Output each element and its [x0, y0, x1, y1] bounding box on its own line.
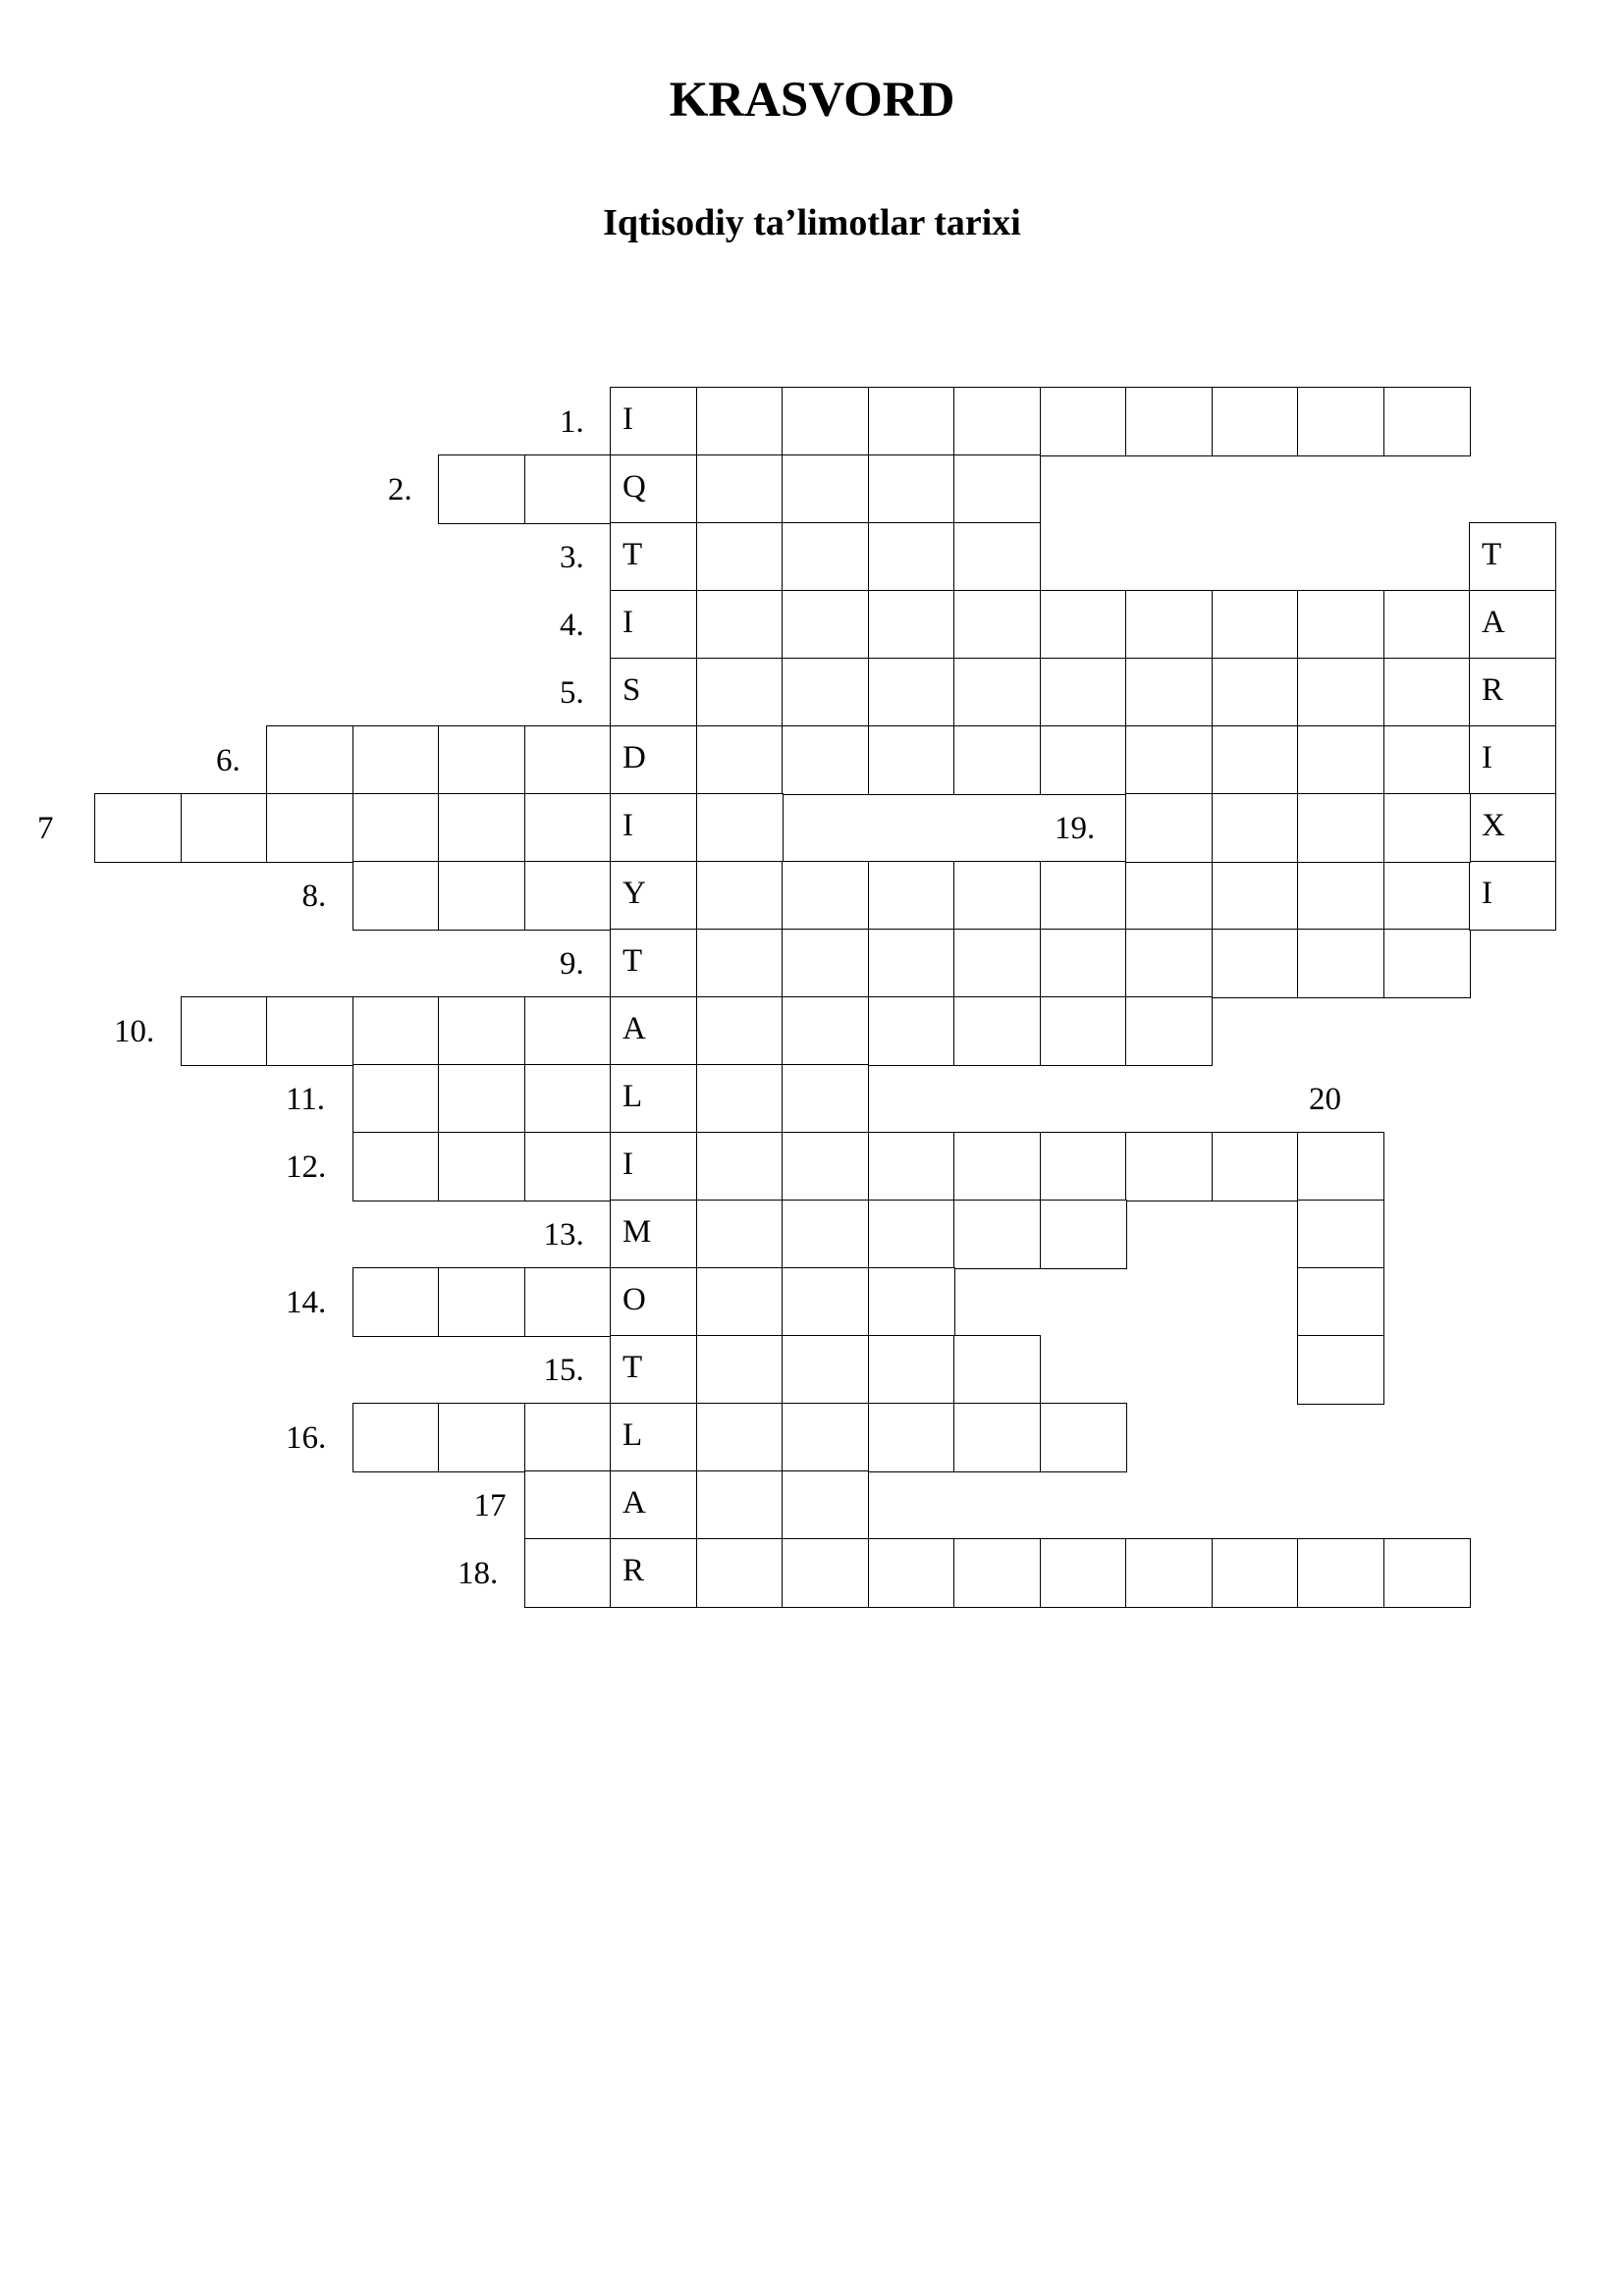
answer-cell[interactable]	[782, 929, 869, 998]
answer-cell[interactable]	[438, 1132, 525, 1201]
answer-cell[interactable]	[696, 658, 784, 727]
cell-letter: A	[1482, 605, 1505, 640]
answer-cell[interactable]	[1040, 1538, 1127, 1608]
answer-cell[interactable]	[868, 996, 955, 1066]
answer-cell[interactable]	[352, 1132, 440, 1201]
answer-cell[interactable]	[1297, 387, 1384, 456]
answer-cell[interactable]	[953, 861, 1041, 931]
answer-cell[interactable]	[1125, 929, 1213, 998]
clue-number-15: 15.	[543, 1353, 584, 1388]
answer-cell[interactable]	[438, 1403, 525, 1472]
answer-cell[interactable]	[1040, 725, 1127, 795]
tarixi-cell[interactable]	[1469, 522, 1556, 592]
clue-number-19: 19.	[1055, 811, 1096, 846]
tarixi-cell[interactable]	[1469, 725, 1556, 795]
cell-letter: M	[623, 1214, 652, 1250]
key-cell[interactable]	[610, 725, 697, 795]
answer-cell[interactable]	[953, 725, 1041, 795]
word-20-cell[interactable]	[1297, 1267, 1384, 1337]
answer-cell[interactable]	[1125, 658, 1213, 727]
word-20-cell[interactable]	[1297, 1132, 1384, 1201]
answer-cell[interactable]	[868, 454, 955, 524]
clue-number-3: 3.	[560, 540, 584, 575]
answer-cell[interactable]	[352, 861, 440, 931]
clue-number-18: 18.	[458, 1556, 499, 1591]
key-cell[interactable]	[610, 454, 697, 524]
answer-cell[interactable]	[1040, 1403, 1127, 1472]
word-20-cell[interactable]	[1297, 1200, 1384, 1269]
answer-cell[interactable]	[1040, 996, 1127, 1066]
key-cell[interactable]	[610, 929, 697, 998]
answer-cell[interactable]	[524, 996, 612, 1066]
answer-cell[interactable]	[1125, 590, 1213, 660]
word-19-cell[interactable]	[1212, 793, 1299, 863]
cell-letter: T	[623, 537, 643, 572]
word-19-cell[interactable]	[1297, 793, 1384, 863]
answer-cell[interactable]	[1297, 1538, 1384, 1608]
clue-number-17: 17	[473, 1488, 507, 1523]
answer-cell[interactable]	[1040, 590, 1127, 660]
answer-cell[interactable]	[953, 658, 1041, 727]
answer-cell[interactable]	[953, 996, 1041, 1066]
answer-cell[interactable]	[782, 658, 869, 727]
answer-cell[interactable]	[438, 793, 525, 863]
clue-number-2: 2.	[388, 472, 412, 507]
answer-cell[interactable]	[524, 793, 612, 863]
tarixi-cell[interactable]	[1469, 861, 1556, 931]
answer-cell[interactable]	[1383, 861, 1471, 931]
cell-letter: L	[623, 1417, 643, 1453]
answer-cell[interactable]	[181, 996, 268, 1066]
answer-cell[interactable]	[782, 1200, 869, 1269]
answer-cell[interactable]	[1383, 590, 1471, 660]
answer-cell[interactable]	[352, 1064, 440, 1134]
word-20-cell[interactable]	[1297, 1335, 1384, 1405]
cell-letter: A	[623, 1485, 646, 1521]
answer-cell[interactable]	[438, 996, 525, 1066]
answer-cell[interactable]	[1125, 996, 1213, 1066]
cell-letter: T	[1482, 537, 1502, 572]
answer-cell[interactable]	[868, 590, 955, 660]
answer-cell[interactable]	[953, 590, 1041, 660]
answer-cell[interactable]	[696, 1200, 784, 1269]
answer-cell[interactable]	[868, 1538, 955, 1608]
word-19-cell[interactable]	[1125, 793, 1213, 863]
cell-letter: T	[623, 943, 643, 979]
answer-cell[interactable]	[696, 1335, 784, 1405]
key-cell[interactable]	[610, 387, 697, 456]
answer-cell[interactable]	[782, 1335, 869, 1405]
answer-cell[interactable]	[524, 725, 612, 795]
answer-cell[interactable]	[1383, 658, 1471, 727]
answer-cell[interactable]	[524, 1538, 612, 1608]
answer-cell[interactable]	[524, 1132, 612, 1201]
answer-cell[interactable]	[438, 1267, 525, 1337]
answer-cell[interactable]	[1212, 387, 1299, 456]
answer-cell[interactable]	[953, 1200, 1041, 1269]
answer-cell[interactable]	[868, 1132, 955, 1201]
key-cell[interactable]	[610, 996, 697, 1066]
answer-cell[interactable]	[524, 1403, 612, 1472]
cell-letter: Y	[623, 876, 646, 911]
answer-cell[interactable]	[782, 725, 869, 795]
answer-cell[interactable]	[868, 658, 955, 727]
answer-cell[interactable]	[953, 1132, 1041, 1201]
answer-cell[interactable]	[94, 793, 182, 863]
key-cell[interactable]	[610, 1538, 697, 1608]
cell-letter: O	[623, 1282, 646, 1317]
answer-cell[interactable]	[266, 996, 353, 1066]
answer-cell[interactable]	[524, 861, 612, 931]
answer-cell[interactable]	[953, 1403, 1041, 1472]
tarixi-cell[interactable]	[1469, 793, 1556, 863]
clue-number-10: 10.	[114, 1014, 155, 1049]
answer-cell[interactable]	[1040, 1200, 1127, 1269]
answer-cell[interactable]	[1212, 929, 1299, 998]
answer-cell[interactable]	[868, 387, 955, 456]
answer-cell[interactable]	[782, 996, 869, 1066]
answer-cell[interactable]	[352, 996, 440, 1066]
key-cell[interactable]	[610, 861, 697, 931]
answer-cell[interactable]	[696, 522, 784, 592]
answer-cell[interactable]	[696, 1470, 784, 1540]
cell-letter: I	[1482, 740, 1492, 775]
clue-number-16: 16.	[286, 1420, 327, 1456]
cell-letter: Q	[623, 469, 646, 505]
answer-cell[interactable]	[352, 1403, 440, 1472]
answer-cell[interactable]	[1040, 1132, 1127, 1201]
answer-cell[interactable]	[868, 929, 955, 998]
answer-cell[interactable]	[782, 454, 869, 524]
answer-cell[interactable]	[1212, 658, 1299, 727]
answer-cell[interactable]	[782, 387, 869, 456]
answer-cell[interactable]	[1297, 861, 1384, 931]
answer-cell[interactable]	[1040, 387, 1127, 456]
answer-cell[interactable]	[1125, 725, 1213, 795]
answer-cell[interactable]	[696, 387, 784, 456]
answer-cell[interactable]	[524, 1470, 612, 1540]
key-cell[interactable]	[610, 1200, 697, 1269]
answer-cell[interactable]	[352, 725, 440, 795]
cell-letter: L	[623, 1079, 643, 1114]
answer-cell[interactable]	[1040, 861, 1127, 931]
cell-letter: D	[623, 740, 646, 775]
cell-letter: X	[1482, 808, 1505, 843]
answer-cell[interactable]	[696, 725, 784, 795]
answer-cell[interactable]	[438, 725, 525, 795]
answer-cell[interactable]	[696, 454, 784, 524]
answer-cell[interactable]	[953, 929, 1041, 998]
word-19-cell[interactable]	[1383, 793, 1471, 863]
answer-cell[interactable]	[1212, 725, 1299, 795]
crossword-title: KRASVORD	[669, 73, 955, 128]
cell-letter: T	[623, 1350, 643, 1385]
answer-cell[interactable]	[1383, 929, 1471, 998]
clue-number-13: 13.	[543, 1217, 584, 1253]
answer-cell[interactable]	[868, 1267, 955, 1337]
answer-cell[interactable]	[181, 793, 268, 863]
answer-cell[interactable]	[782, 1267, 869, 1337]
key-cell[interactable]	[610, 1132, 697, 1201]
key-cell[interactable]	[610, 1064, 697, 1134]
answer-cell[interactable]	[438, 1064, 525, 1134]
answer-cell[interactable]	[352, 1267, 440, 1337]
answer-cell[interactable]	[352, 793, 440, 863]
answer-cell[interactable]	[696, 1064, 784, 1134]
key-cell[interactable]	[610, 590, 697, 660]
answer-cell[interactable]	[524, 454, 612, 524]
answer-cell[interactable]	[1125, 1538, 1213, 1608]
answer-cell[interactable]	[953, 1538, 1041, 1608]
answer-cell[interactable]	[1297, 590, 1384, 660]
clue-number-4: 4.	[560, 608, 584, 643]
answer-cell[interactable]	[868, 725, 955, 795]
tarixi-cell[interactable]	[1469, 658, 1556, 727]
answer-cell[interactable]	[868, 1200, 955, 1269]
clue-number-8: 8.	[301, 879, 327, 914]
cell-letter: R	[623, 1553, 645, 1588]
cell-letter: I	[623, 401, 633, 437]
answer-cell[interactable]	[696, 1267, 784, 1337]
answer-cell[interactable]	[696, 590, 784, 660]
clue-number-20: 20	[1309, 1082, 1341, 1117]
cell-letter: A	[623, 1011, 646, 1046]
answer-cell[interactable]	[1125, 861, 1213, 931]
answer-cell[interactable]	[696, 793, 784, 863]
answer-cell[interactable]	[1297, 929, 1384, 998]
answer-cell[interactable]	[438, 454, 525, 524]
cell-letter: I	[623, 1147, 633, 1182]
tarixi-cell[interactable]	[1469, 590, 1556, 660]
answer-cell[interactable]	[1212, 590, 1299, 660]
answer-cell[interactable]	[868, 1335, 955, 1405]
cell-letter: I	[1482, 876, 1492, 911]
cell-letter: I	[623, 605, 633, 640]
answer-cell[interactable]	[953, 387, 1041, 456]
clue-number-6: 6.	[216, 743, 241, 778]
answer-cell[interactable]	[524, 1267, 612, 1337]
answer-cell[interactable]	[1383, 387, 1471, 456]
answer-cell[interactable]	[696, 1538, 784, 1608]
clue-number-14: 14.	[286, 1285, 327, 1320]
answer-cell[interactable]	[1297, 658, 1384, 727]
answer-cell[interactable]	[1040, 929, 1127, 998]
answer-cell[interactable]	[1212, 1538, 1299, 1608]
answer-cell[interactable]	[782, 1064, 869, 1134]
key-cell[interactable]	[610, 522, 697, 592]
answer-cell[interactable]	[1040, 658, 1127, 727]
answer-cell[interactable]	[782, 1403, 869, 1472]
cell-letter: I	[623, 808, 633, 843]
answer-cell[interactable]	[438, 861, 525, 931]
key-cell[interactable]	[610, 1470, 697, 1540]
clue-number-12: 12.	[286, 1149, 327, 1185]
key-cell[interactable]	[610, 658, 697, 727]
key-cell[interactable]	[610, 1335, 697, 1405]
answer-cell[interactable]	[266, 725, 353, 795]
answer-cell[interactable]	[953, 522, 1041, 592]
answer-cell[interactable]	[953, 1335, 1041, 1405]
answer-cell[interactable]	[696, 1132, 784, 1201]
answer-cell[interactable]	[696, 861, 784, 931]
clue-number-11: 11.	[286, 1082, 326, 1117]
clue-number-1: 1.	[560, 404, 584, 440]
answer-cell[interactable]	[1383, 725, 1471, 795]
key-cell[interactable]	[610, 793, 697, 863]
answer-cell[interactable]	[782, 1470, 869, 1540]
answer-cell[interactable]	[696, 1403, 784, 1472]
clue-number-7: 7	[37, 811, 54, 846]
answer-cell[interactable]	[1297, 725, 1384, 795]
answer-cell[interactable]	[524, 1064, 612, 1134]
answer-cell[interactable]	[696, 996, 784, 1066]
clue-number-9: 9.	[560, 946, 584, 982]
key-cell[interactable]	[610, 1267, 697, 1337]
answer-cell[interactable]	[782, 861, 869, 931]
answer-cell[interactable]	[696, 929, 784, 998]
answer-cell[interactable]	[1212, 861, 1299, 931]
answer-cell[interactable]	[782, 1538, 869, 1608]
cell-letter: R	[1482, 672, 1504, 708]
cell-letter: S	[623, 672, 641, 708]
answer-cell[interactable]	[868, 522, 955, 592]
answer-cell[interactable]	[782, 522, 869, 592]
answer-cell[interactable]	[953, 454, 1041, 524]
answer-cell[interactable]	[1383, 1538, 1471, 1608]
clue-number-5: 5.	[560, 675, 584, 711]
answer-cell[interactable]	[1212, 1132, 1299, 1201]
answer-cell[interactable]	[1125, 387, 1213, 456]
answer-cell[interactable]	[1125, 1132, 1213, 1201]
answer-cell[interactable]	[868, 1403, 955, 1472]
key-cell[interactable]	[610, 1403, 697, 1472]
answer-cell[interactable]	[266, 793, 353, 863]
answer-cell[interactable]	[782, 1132, 869, 1201]
crossword-subtitle: Iqtisodiy ta’limotlar tarixi	[603, 202, 1021, 243]
answer-cell[interactable]	[868, 861, 955, 931]
answer-cell[interactable]	[782, 590, 869, 660]
